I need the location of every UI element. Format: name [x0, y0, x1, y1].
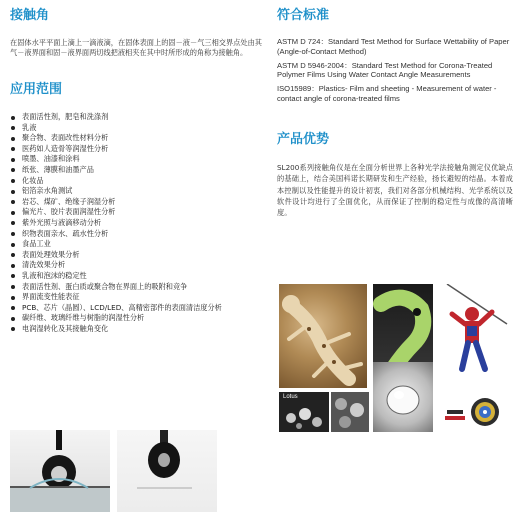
contact-angle-text: 在固体水平平面上滴上一滴液滴，在固体表面上的固－液－气三相交界点处由其气－液界面和固－液界面两切线把液相夹在其中时所形成的角称为接触角。: [10, 38, 262, 57]
disc-icon: [437, 392, 513, 432]
standard-item: ASTM D 724：Standard Test Method for Surface Wettability of Paper (Angle-of-Contact Method): [277, 37, 510, 56]
list-item: 喷墨、油漆和涂料: [10, 154, 262, 165]
list-item: 紫外光照与液滴移动分析: [10, 218, 262, 229]
water-drop-icon: [373, 362, 433, 432]
list-item: 化妆品: [10, 176, 262, 187]
applications-title: 应用范围: [10, 82, 63, 97]
contact-angle-title: 接触角: [10, 8, 50, 23]
left-column: [10, 0, 262, 334]
standard-item: ASTM D 5946-2004：Standard Test Method for Corona-Treated Polymer Films Using Water Contact Angle Measurements: [277, 60, 493, 80]
spiderman-figure-icon: [437, 284, 513, 388]
standards-title: 符合标准: [277, 8, 330, 23]
gecko-photo: [279, 284, 367, 388]
list-item: 清洗效果分析: [10, 260, 262, 271]
applications-list: [10, 112, 262, 334]
gecko-icon: [279, 284, 367, 388]
cd-photo: [437, 392, 513, 432]
list-item: 偏光片、胶片表面润湿性分析: [10, 207, 262, 218]
list-item: 表面活性剂、蛋白质或聚合物在界面上的吸附和竞争: [10, 282, 262, 293]
list-item: 食品工业: [10, 239, 262, 250]
list-item: 碳纤维、玻璃纤维与树脂的润湿性分析: [10, 313, 262, 324]
list-item: 表面处理效果分析: [10, 250, 262, 261]
standard-item: ISO15989：Plastics- Film and sheeting - Measurement of water - contact angle of corona-treated films: [277, 84, 497, 103]
droplet-icon: [10, 430, 110, 512]
list-item: 电润湿转化及其接触角变化: [10, 324, 262, 335]
advantages-title: 产品优势: [277, 131, 330, 147]
droplet-photo-left: [10, 430, 110, 512]
list-item: PCB、芯片（晶圆）、LCD/LED、高精密部件的表面清洁度分析: [10, 303, 262, 314]
list-item: 界面流变性能表征: [10, 292, 262, 303]
droplet-surface-photo: [373, 362, 433, 432]
spiderman-photo: [437, 284, 513, 388]
lotus-label: Lotus: [283, 394, 298, 400]
list-item: 表面活性剂，肥皂和洗涤剂: [10, 112, 262, 123]
list-item: 纸张、薄膜和油墨产品: [10, 165, 262, 176]
sem-photo: [331, 392, 369, 432]
list-item: 乳液和泡沫的稳定性: [10, 271, 262, 282]
lotus-photo: [279, 392, 329, 432]
list-item: 岩芯、煤矿、绝缘子润湿分析: [10, 197, 262, 208]
list-item: 医药如人造骨等润湿性分析: [10, 144, 262, 155]
advantages-text: SL200系列接触角仪是在全面分析世界上各种光学法接触角测定仪优缺点的基础上，结合美国科诺长期研发和生产经验，扬长避短的结晶。本着成本控制以及性能提升的设计初衷，我们对各部分机械结构、光学系统以及软件设计均进行了全面优化，从而保证了控制的稳定性与成像的高清晰度。: [277, 162, 513, 218]
droplet-photo-right: [117, 430, 217, 512]
list-item: 织物表面亲水、疏水性分析: [10, 229, 262, 240]
list-item: 乳液: [10, 123, 262, 134]
pendant-drop-icon: [117, 430, 217, 512]
list-item: 聚合物、表面改性材料分析: [10, 133, 262, 144]
list-item: 铝箔亲水角测试: [10, 186, 262, 197]
sem-texture-icon: [331, 392, 369, 432]
right-column: [277, 0, 513, 219]
